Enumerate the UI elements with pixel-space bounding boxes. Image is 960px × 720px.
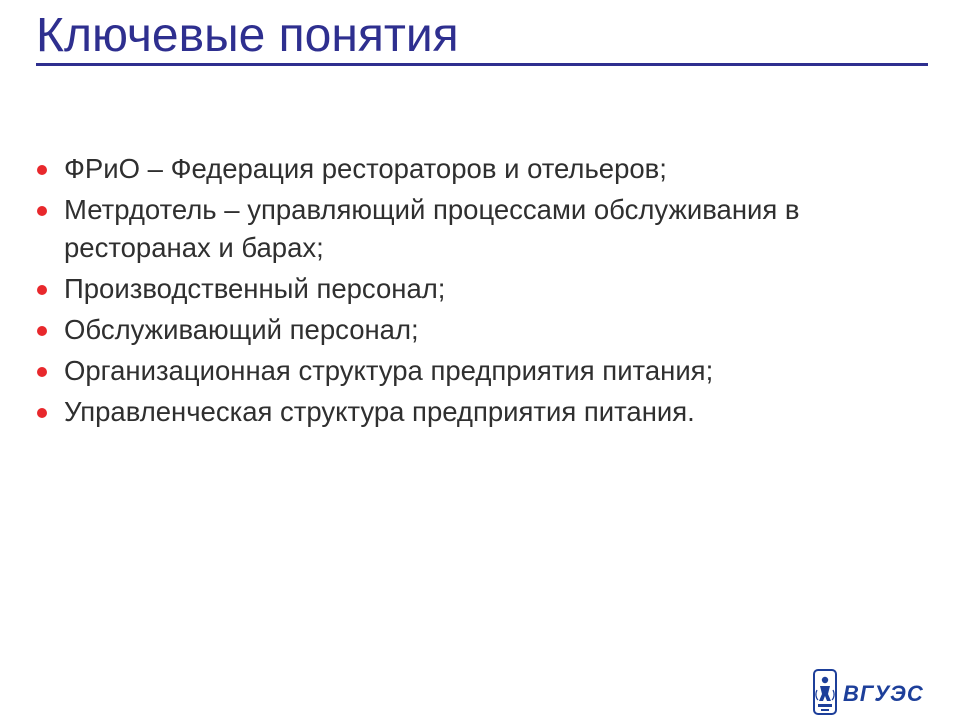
university-logo <box>812 668 927 716</box>
list-item <box>36 270 926 308</box>
list-item <box>36 352 926 390</box>
list-item-text: Управленческая структура предприятия питания. <box>64 396 695 427</box>
bullet-dot-icon <box>37 367 47 377</box>
bullet-dot-icon <box>37 165 47 175</box>
logo-wordmark: ВГУЭС <box>843 681 924 706</box>
bullet-dot-icon <box>37 285 47 295</box>
bullet-list <box>36 150 926 434</box>
slide-title: Ключевые понятия <box>36 9 459 62</box>
list-item-text: ФРиО – Федерация рестораторов и отельеров; <box>64 153 667 184</box>
bullet-dot-icon <box>37 206 47 216</box>
bullet-dot-icon <box>37 326 47 336</box>
list-item <box>36 150 926 188</box>
list-item <box>36 311 926 349</box>
title-underline <box>36 63 928 66</box>
list-item-text: Обслуживающий персонал; <box>64 314 419 345</box>
list-item-text: Метрдотель – управляющий процессами обслуживания в ресторанах и барах; <box>64 194 800 263</box>
list-item-text: Производственный персонал; <box>64 273 446 304</box>
bullet-dot-icon <box>37 408 47 418</box>
list-item <box>36 393 926 431</box>
list-item <box>36 191 926 267</box>
emblem-icon <box>812 668 927 716</box>
list-item-text: Организационная структура предприятия питания; <box>64 355 714 386</box>
